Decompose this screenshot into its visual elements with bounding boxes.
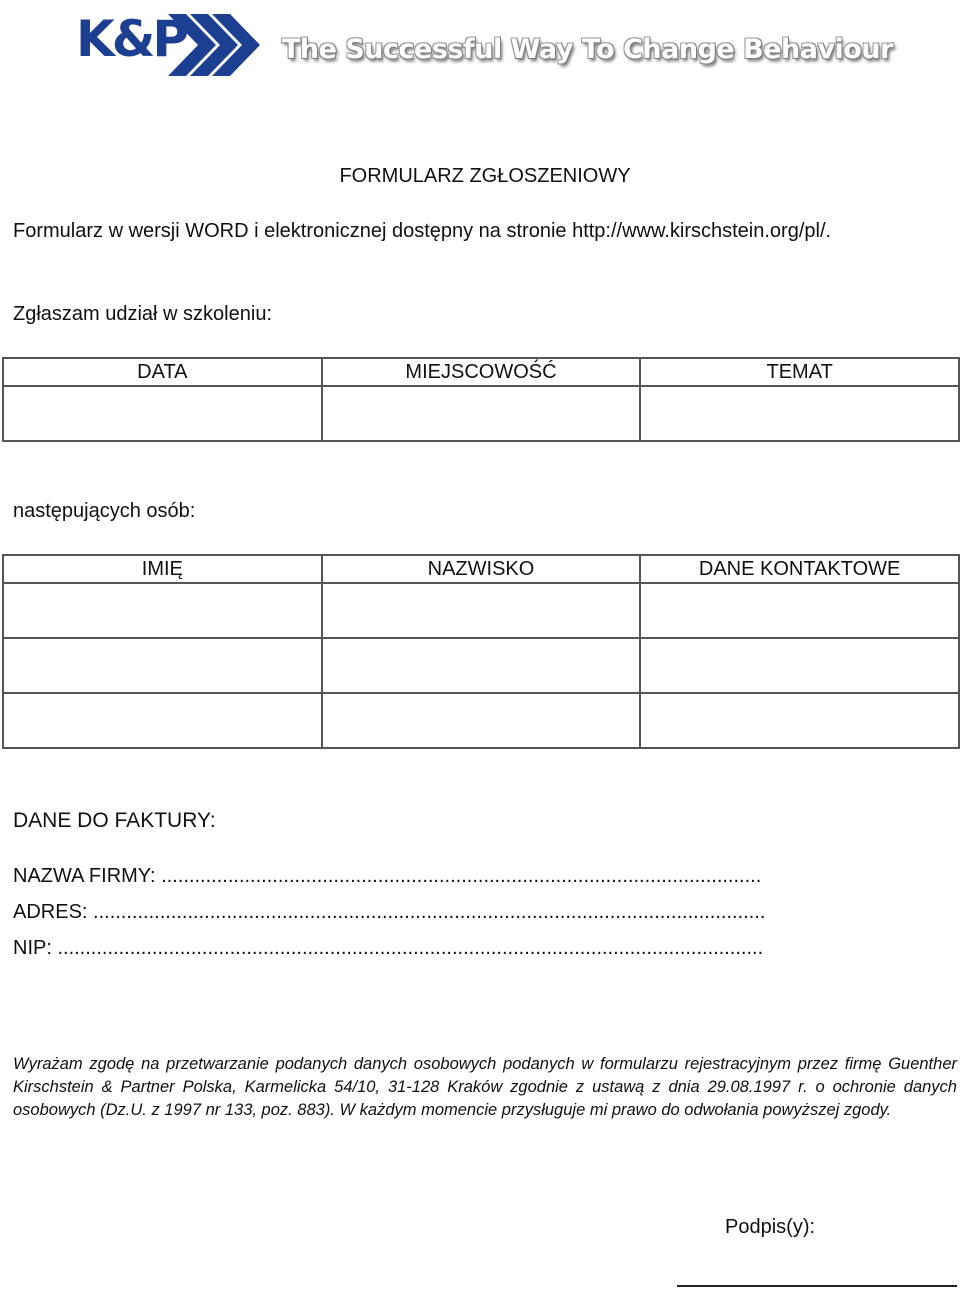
invoice-heading: DANE DO FAKTURY: (13, 809, 216, 832)
column-header-first-name: IMIĘ (3, 555, 322, 583)
last-name-cell[interactable] (322, 638, 641, 693)
persons-table (2, 554, 960, 749)
topic-cell[interactable] (640, 386, 959, 441)
page-title: FORMULARZ ZGŁOSZENIOWY (339, 165, 631, 187)
table-row (3, 693, 959, 748)
place-cell[interactable] (322, 386, 641, 441)
company-name-field[interactable]: NAZWA FIRMY: ............................................................................................................ (13, 865, 762, 887)
nip-field[interactable]: NIP: ............................................................................................................................... (13, 937, 764, 959)
tagline: The Successful Way To Change Behaviour (282, 34, 893, 65)
column-header-contact: DANE KONTAKTOWE (640, 555, 959, 583)
column-header-last-name: NAZWISKO (322, 555, 641, 583)
column-header-place: MIEJSCOWOŚĆ (322, 358, 641, 386)
date-cell[interactable] (3, 386, 322, 441)
address-field[interactable]: ADRES: ......................................................................................................................... (13, 901, 766, 923)
table-row (3, 386, 959, 441)
column-header-topic: TEMAT (640, 358, 959, 386)
column-header-date: DATA (3, 358, 322, 386)
contact-cell[interactable] (640, 693, 959, 748)
contact-cell[interactable] (640, 583, 959, 638)
last-name-cell[interactable] (322, 693, 641, 748)
table-row (3, 583, 959, 638)
first-name-cell[interactable] (3, 638, 322, 693)
signature-line[interactable] (677, 1285, 957, 1287)
chevron-arrows-icon (168, 14, 268, 76)
signature-label: Podpis(y): (725, 1216, 816, 1238)
training-label: Zgłaszam udział w szkoleniu: (13, 303, 272, 325)
logo-text: K&P (76, 10, 186, 68)
first-name-cell[interactable] (3, 693, 322, 748)
table-row (3, 638, 959, 693)
last-name-cell[interactable] (322, 583, 641, 638)
intro-text: Formularz w wersji WORD i elektronicznej dostępny na stronie http://www.kirschstein.org/pl/. (13, 220, 832, 242)
contact-cell[interactable] (640, 638, 959, 693)
first-name-cell[interactable] (3, 583, 322, 638)
consent-text: Wyrażam zgodę na przetwarzanie podanych danych osobowych podanych w formularzu rejestracyjnym przez firmę Guenther Kirschstein & Partner Polska, Karmelicka 54/10, 31-128 Kraków zgodnie z ustawą z dnia 29.08.1997 r. o ochronie danych osobowych (Dz.U. z 1997 nr 133, poz. 883). W każdym momencie przysługuje mi prawo do odwołania powyższej zgody. (13, 1055, 957, 1119)
training-table (2, 357, 960, 442)
kp-logo (76, 8, 266, 76)
persons-label: następujących osób: (13, 500, 196, 522)
